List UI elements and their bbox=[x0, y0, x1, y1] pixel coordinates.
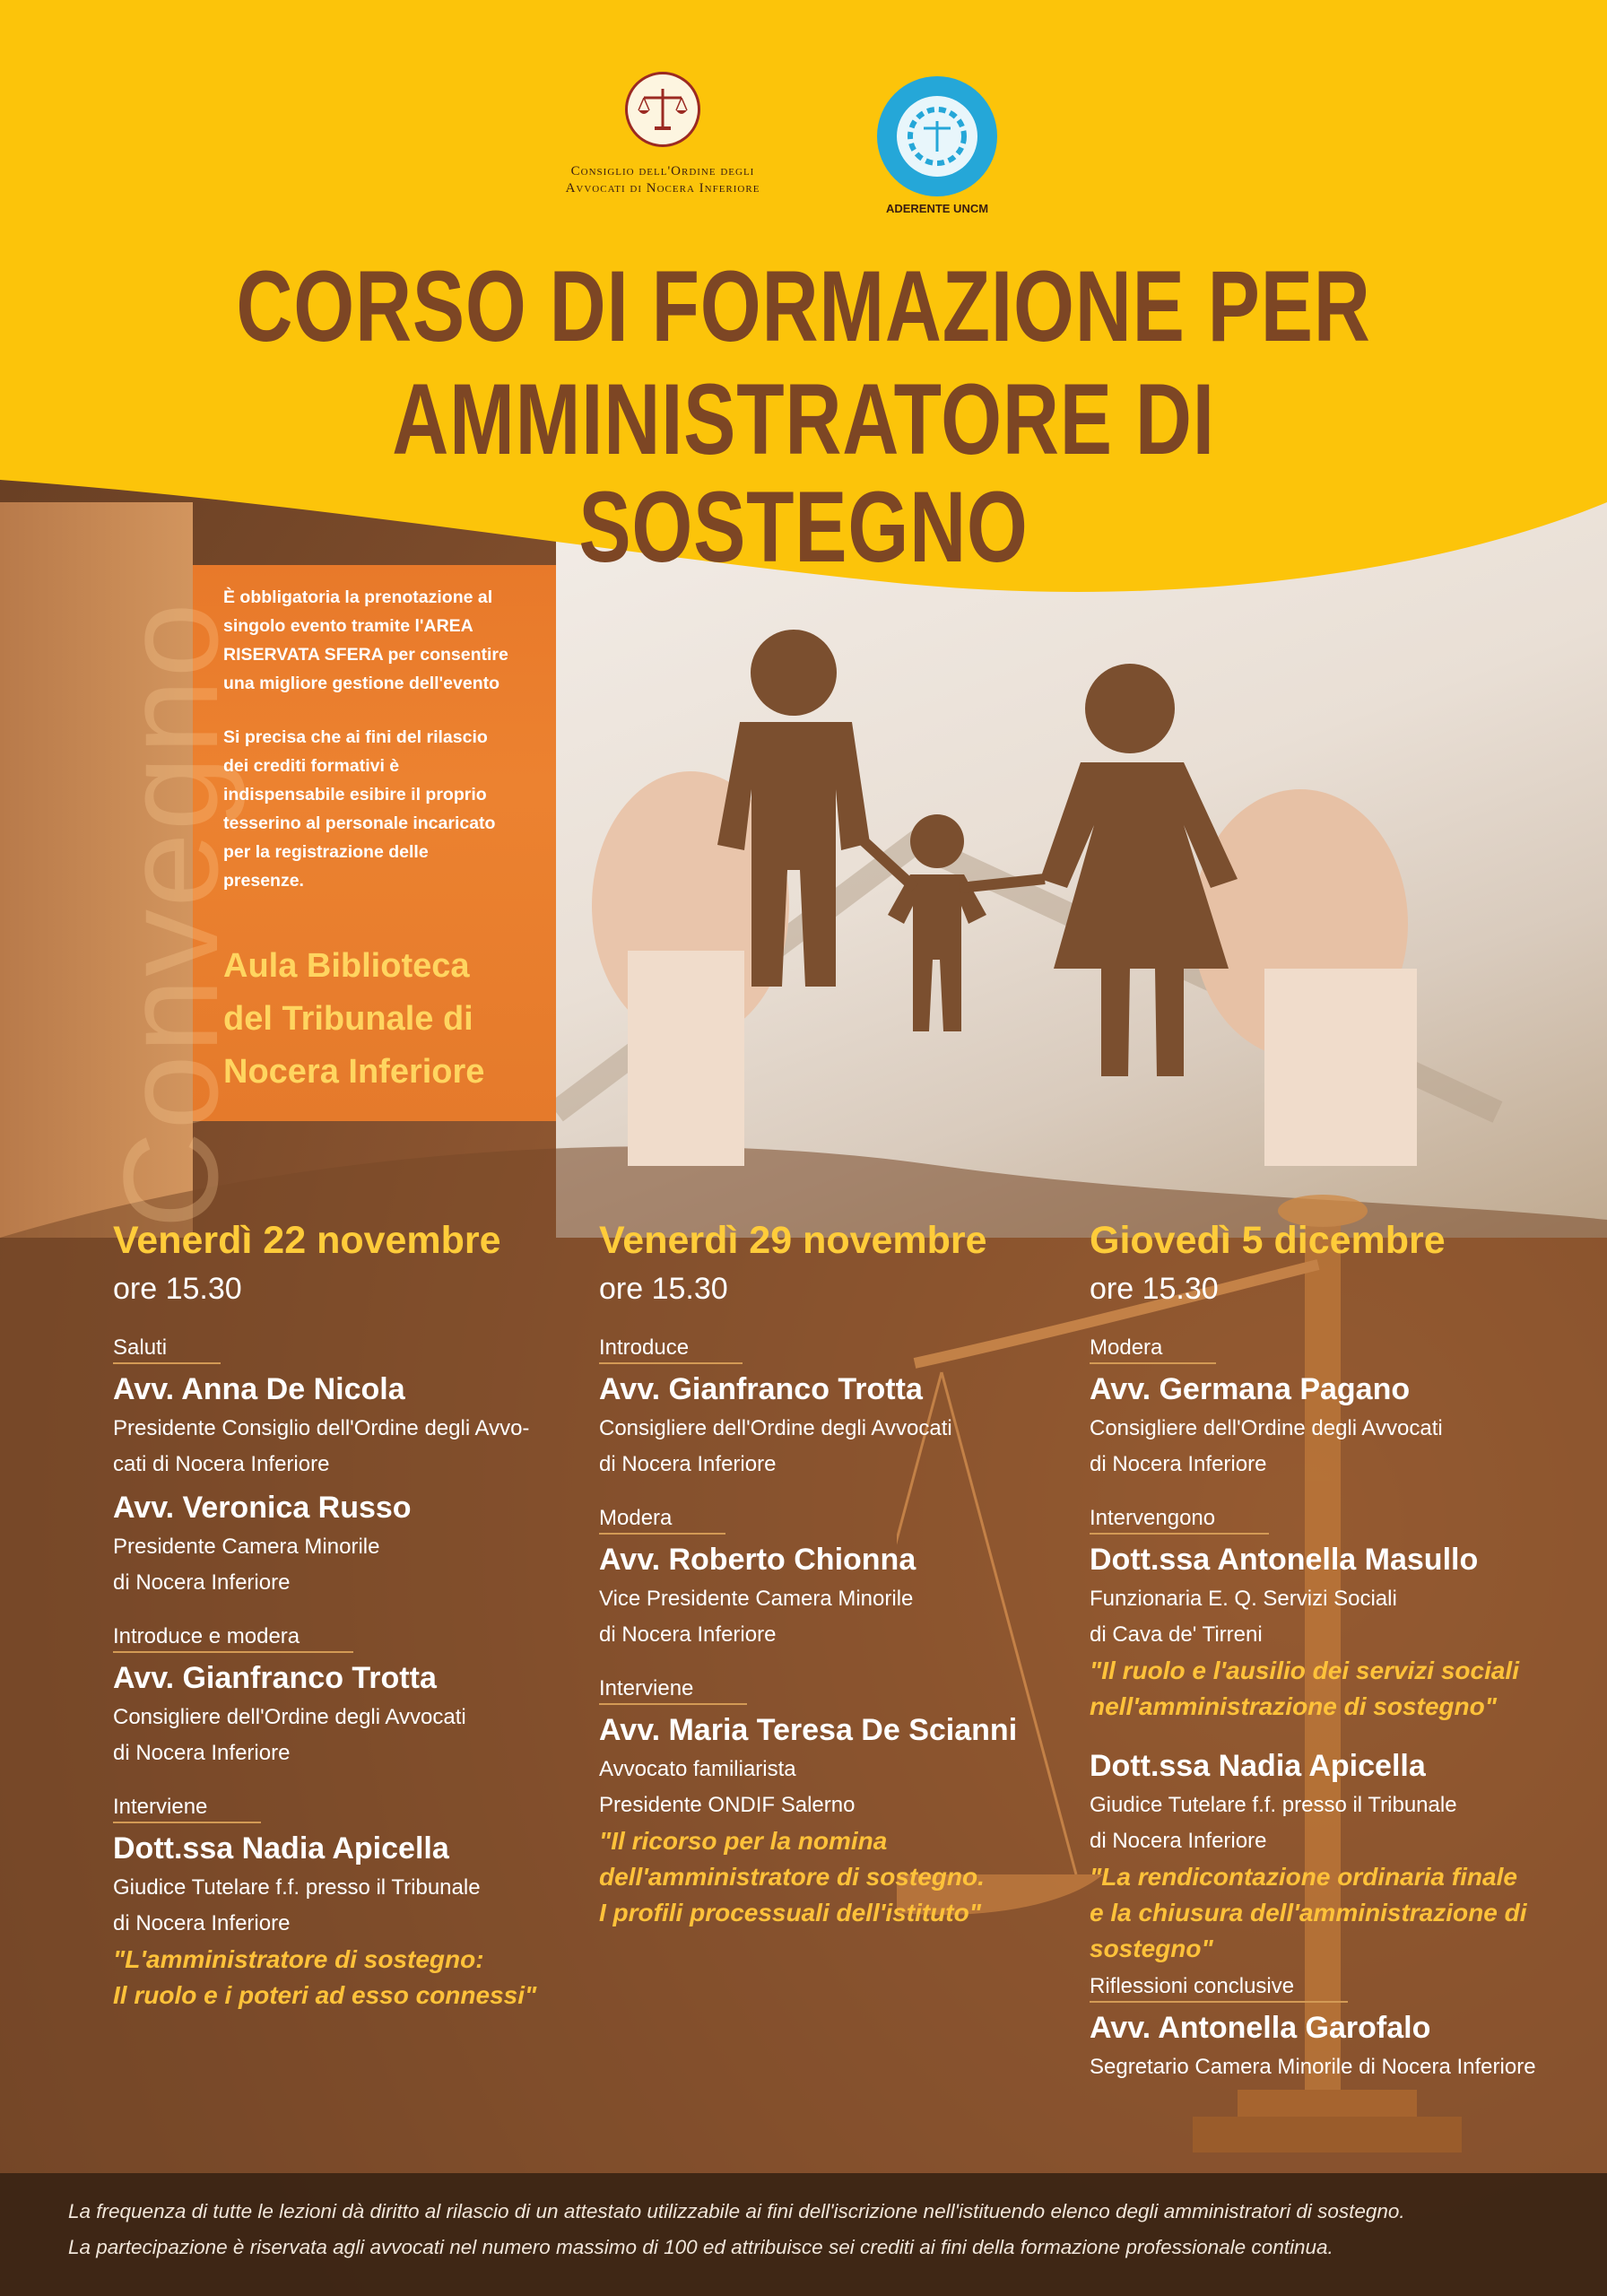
speaker-name: Avv. Germana Pagano bbox=[1090, 1372, 1411, 1406]
talk-title: Il ruolo e i poteri ad esso connessi" bbox=[113, 1981, 537, 2009]
info-paragraph-2: Si precisa che ai fini del rilascio dei crediti formativi è indispensabile esibire il proprio tesserino al personale incaricato per la registrazione delle presenze. bbox=[223, 727, 496, 891]
speaker-title: Presidente ONDIF Salerno bbox=[599, 1793, 856, 1817]
speaker-name: Dott.ssa Nadia Apicella bbox=[1090, 1749, 1426, 1783]
venue-line-2: del Tribunale di bbox=[223, 1000, 473, 1038]
date: Venerdì 29 novembre bbox=[599, 1219, 987, 1262]
speaker-title: Presidente Consiglio dell'Ordine degli Avvo- bbox=[113, 1416, 530, 1440]
speaker-name: Avv. Gianfranco Trotta bbox=[113, 1661, 437, 1695]
talk-title: "Il ricorso per la nomina bbox=[599, 1827, 888, 1855]
talk-title: dell'amministratore di sostegno. bbox=[599, 1863, 985, 1891]
program-day-1 bbox=[113, 1215, 579, 2013]
speaker-title: cati di Nocera Inferiore bbox=[113, 1452, 330, 1476]
speaker-title: di Nocera Inferiore bbox=[599, 1622, 777, 1647]
speaker-title: di Nocera Inferiore bbox=[113, 1570, 291, 1595]
role-label: Introduce bbox=[599, 1334, 743, 1364]
role-label: Riflessioni conclusive bbox=[1090, 1972, 1348, 2003]
logo-caption: ADERENTE UNCM bbox=[885, 202, 989, 215]
role-label: Interviene bbox=[113, 1793, 261, 1823]
speaker-title: Funzionaria E. Q. Servizi Sociali bbox=[1090, 1587, 1397, 1611]
scale-emblem-icon bbox=[625, 72, 700, 147]
venue bbox=[223, 940, 528, 1099]
role-label: Modera bbox=[1090, 1334, 1216, 1364]
title-line2: AMMINISTRATORE DI SOSTEGNO bbox=[392, 363, 1215, 583]
info-text bbox=[223, 583, 510, 920]
talk-title: e la chiusura dell'amministrazione di sostegno" bbox=[1090, 1899, 1527, 1962]
speaker-name: Avv. Antonella Garofalo bbox=[1090, 2011, 1431, 2045]
coa-name-line1: Consiglio dell'Ordine degli bbox=[570, 164, 755, 178]
speaker-title: Vice Presidente Camera Minorile bbox=[599, 1587, 914, 1611]
speaker-name: Dott.ssa Antonella Masullo bbox=[1090, 1543, 1479, 1577]
speaker-name: Dott.ssa Nadia Apicella bbox=[113, 1831, 449, 1866]
speaker-name: Avv. Roberto Chionna bbox=[599, 1543, 916, 1577]
talk-title: "L'amministratore di sostegno: bbox=[113, 1945, 484, 1973]
speaker-name: Avv. Anna De Nicola bbox=[113, 1372, 405, 1406]
role-label: Introduce e modera bbox=[113, 1622, 353, 1653]
footer-line-1: La frequenza di tutte le lezioni dà diritto al rilascio di un attestato utilizzabile ai fini dell'iscrizione nell'istituendo elenco degli amministratori di sostegno. bbox=[68, 2200, 1405, 2222]
speaker-name: Avv. Veronica Russo bbox=[113, 1491, 412, 1525]
time: ore 15.30 bbox=[1090, 1272, 1219, 1306]
date: Venerdì 22 novembre bbox=[113, 1219, 501, 1262]
role-label: Modera bbox=[599, 1504, 725, 1535]
side-word-convegno: Convegno bbox=[95, 601, 246, 1229]
logo-consiglio-ordine bbox=[536, 72, 789, 197]
speaker-name: Avv. Maria Teresa De Scianni bbox=[599, 1713, 1018, 1747]
speaker-title: Avvocato familiarista bbox=[599, 1757, 796, 1781]
speaker-title: di Nocera Inferiore bbox=[599, 1452, 777, 1476]
talk-title: "Il ruolo e l'ausilio dei servizi sociali bbox=[1090, 1657, 1519, 1684]
talk-title: nell'amministrazione di sostegno" bbox=[1090, 1692, 1498, 1720]
logo-camera-minorile bbox=[874, 76, 1000, 215]
role-label: Interviene bbox=[599, 1674, 747, 1705]
family-figure-image bbox=[556, 610, 1542, 1166]
camera-minorile-emblem-icon bbox=[877, 76, 997, 196]
speaker-title: Consigliere dell'Ordine degli Avvocati bbox=[1090, 1416, 1443, 1440]
speaker-title: di Nocera Inferiore bbox=[1090, 1452, 1267, 1476]
speaker-title: di Cava de' Tirreni bbox=[1090, 1622, 1263, 1647]
program-day-2 bbox=[599, 1215, 1065, 1931]
time: ore 15.30 bbox=[599, 1272, 728, 1306]
speaker-title: di Nocera Inferiore bbox=[1090, 1829, 1267, 1853]
footer-line-2: La partecipazione è riservata agli avvocati nel numero massimo di 100 ed attribuisce sei crediti ai fini della formazione professionale continua. bbox=[68, 2236, 1333, 2258]
info-paragraph-1: È obbligatoria la prenotazione al singolo evento tramite l'AREA RISERVATA SFERA per consentire una migliore gestione dell'evento bbox=[223, 587, 508, 693]
venue-line-1: Aula Biblioteca bbox=[223, 947, 470, 985]
title-line1: CORSO DI FORMAZIONE PER bbox=[236, 250, 1371, 362]
speaker-title: Segretario Camera Minorile di Nocera Inferiore bbox=[1090, 2055, 1536, 2079]
talk-title: I profili processuali dell'istituto" bbox=[599, 1899, 981, 1926]
speaker-title: di Nocera Inferiore bbox=[113, 1741, 291, 1765]
speaker-title: Consigliere dell'Ordine degli Avvocati bbox=[599, 1416, 952, 1440]
time: ore 15.30 bbox=[113, 1272, 242, 1306]
speaker-title: Consigliere dell'Ordine degli Avvocati bbox=[113, 1705, 466, 1729]
coa-name-line2: Avvocati di Nocera Inferiore bbox=[565, 181, 760, 196]
speaker-title: Giudice Tutelare f.f. presso il Tribunale bbox=[1090, 1793, 1457, 1817]
speaker-title: di Nocera Inferiore bbox=[113, 1911, 291, 1935]
speaker-title: Giudice Tutelare f.f. presso il Tribunale bbox=[113, 1875, 481, 1900]
talk-title: "La rendicontazione ordinaria finale bbox=[1090, 1863, 1517, 1891]
speaker-name: Avv. Gianfranco Trotta bbox=[599, 1372, 923, 1406]
program-day-3 bbox=[1090, 1215, 1556, 2085]
speaker-title: Presidente Camera Minorile bbox=[113, 1535, 380, 1559]
date: Giovedì 5 dicembre bbox=[1090, 1219, 1446, 1262]
role-label: Saluti bbox=[113, 1334, 221, 1364]
footer-notes bbox=[0, 2173, 1607, 2296]
venue-line-3: Nocera Inferiore bbox=[223, 1053, 485, 1091]
role-label: Intervengono bbox=[1090, 1504, 1269, 1535]
